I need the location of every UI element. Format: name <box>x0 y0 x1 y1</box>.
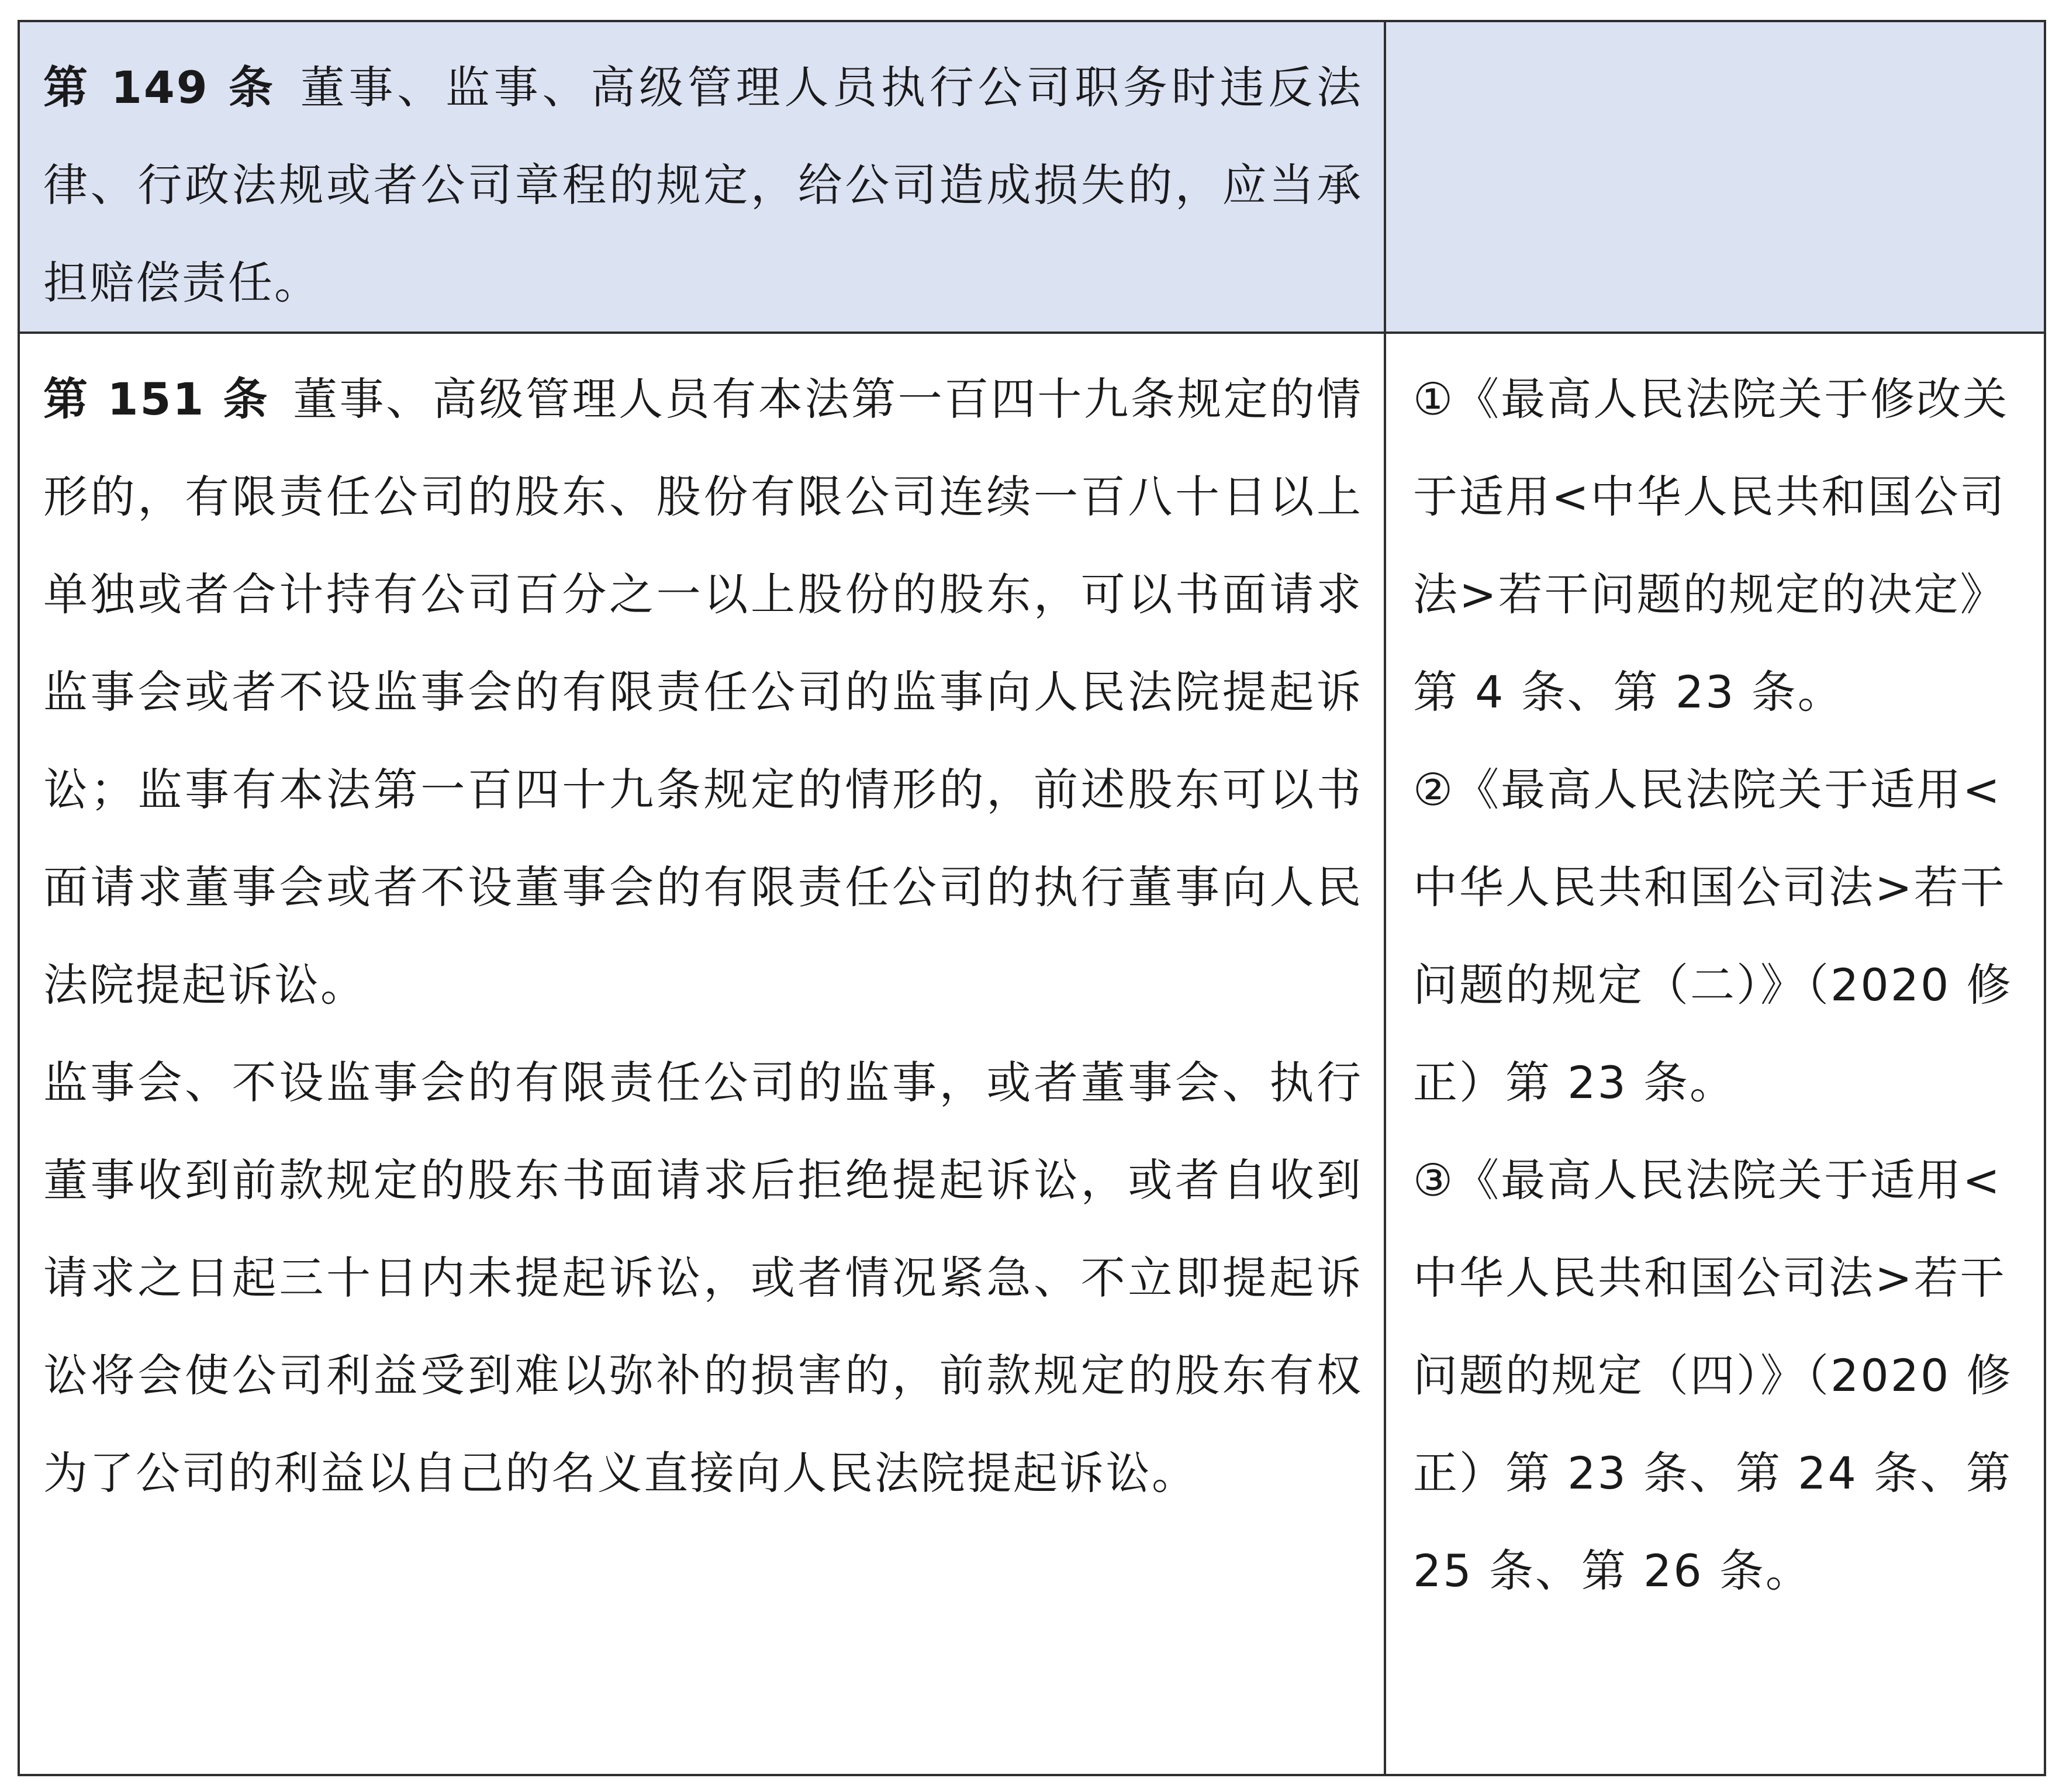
article-151-cell <box>19 333 1385 1775</box>
law-comparison-table <box>18 20 2046 1776</box>
article-151-reference-cell <box>1385 333 2045 1775</box>
reference-item-3: ③《最高人民法院关于适用<中华人民共和国公司法>若干问题的规定（四）》（2020 修正）第 23 条、第 24 条、第 25 条、第 26 条。 <box>1413 1154 2013 1597</box>
table-row-article-149 <box>19 21 2045 333</box>
article-number: 第 149 条 <box>43 61 277 113</box>
article-paragraph-1 <box>43 350 1363 1034</box>
reference-item-2: ②《最高人民法院关于适用<中华人民共和国公司法>若干问题的规定（二）》（2020 修正）第 23 条。 <box>1413 764 2013 1109</box>
empty-reference <box>1386 22 2044 39</box>
reference-item-1: ①《最高人民法院关于修改关于适用<中华人民共和国公司法>若干问题的规定的决定》第 4 条、第 23 条。 <box>1413 373 2009 718</box>
article-paragraph-2: 监事会、不设监事会的有限责任公司的监事，或者董事会、执行董事收到前款规定的股东书面请求后拒绝提起诉讼，或者自收到请求之日起三十日内未提起诉讼，或者情况紧急、不立即提起诉讼将会使公司利益受到难以弥补的损害的，前款规定的股东有权为了公司的利益以自己的名义直接向人民法院提起诉讼。 <box>43 1056 1363 1499</box>
table-row-article-151 <box>19 333 2045 1775</box>
article-149-cell <box>19 21 1385 333</box>
article-paragraph: 董事、高级管理人员有本法第一百四十九条规定的情形的，有限责任公司的股东、股份有限公司连续一百八十日以上单独或者合计持有公司百分之一以上股份的股东，可以书面请求监事会或者不设监事会的有限责任公司的监事向人民法院提起诉讼；监事有本法第一百四十九条规定的情形的，前述股东可以书面请求董事会或者不设董事会的有限责任公司的执行董事向人民法院提起诉讼。 <box>43 373 1363 1011</box>
article-149-text <box>20 22 1384 332</box>
article-paragraph: 董事、监事、高级管理人员执行公司职务时违反法律、行政法规或者公司章程的规定，给公司造成损失的，应当承担赔偿责任。 <box>43 61 1363 309</box>
article-149-reference-cell <box>1385 21 2045 333</box>
reference-list <box>1386 334 2044 1620</box>
article-number: 第 151 条 <box>43 373 270 425</box>
article-151-text <box>20 334 1384 1522</box>
